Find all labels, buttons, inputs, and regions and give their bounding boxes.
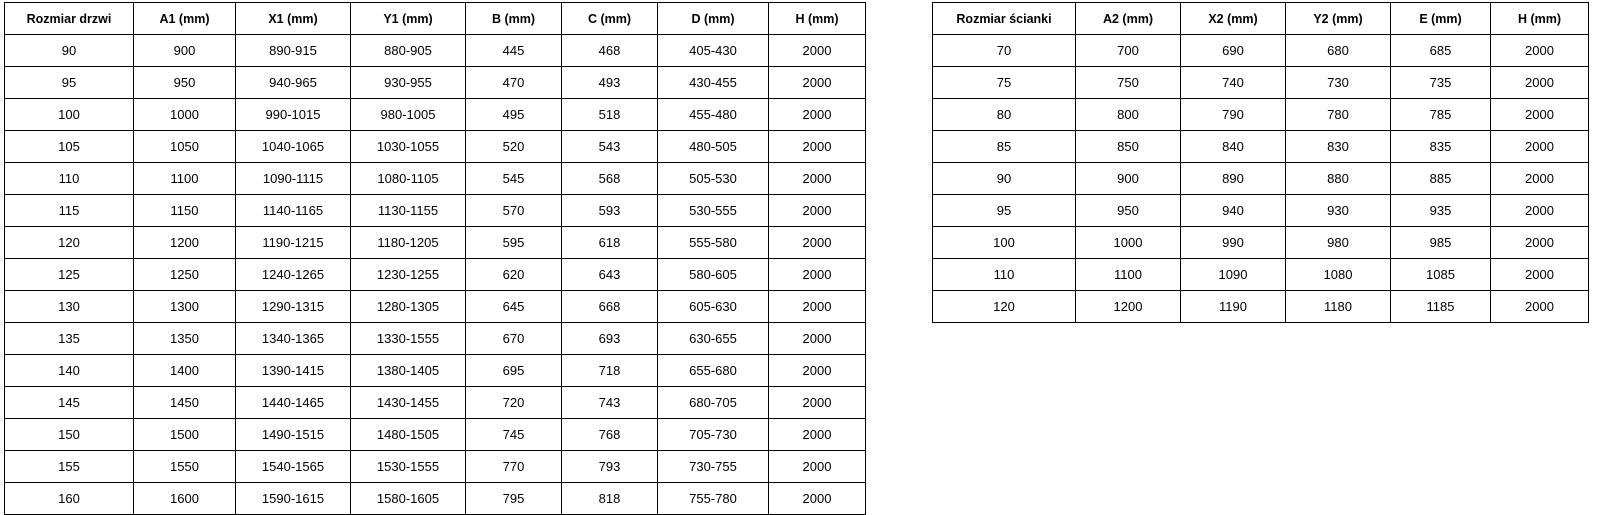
cell-h: 2000 [1491, 195, 1589, 227]
table-row [933, 99, 1589, 131]
cell-rozmiar-drzwi: 105 [5, 131, 134, 163]
cell-d: 730-755 [658, 451, 769, 483]
cell-y2: 1180 [1286, 291, 1391, 323]
cell-h: 2000 [769, 35, 866, 67]
cell-y1: 1380-1405 [351, 355, 466, 387]
cell-b: 520 [466, 131, 562, 163]
cell-h: 2000 [1491, 227, 1589, 259]
cell-h: 2000 [769, 483, 866, 515]
table-row [5, 131, 866, 163]
cell-h: 2000 [769, 259, 866, 291]
cell-rozmiar-scianki: 120 [933, 291, 1076, 323]
cell-d: 630-655 [658, 323, 769, 355]
cell-rozmiar-drzwi: 145 [5, 387, 134, 419]
cell-d: 480-505 [658, 131, 769, 163]
table-row [933, 35, 1589, 67]
cell-b: 645 [466, 291, 562, 323]
cell-rozmiar-drzwi: 150 [5, 419, 134, 451]
cell-b: 470 [466, 67, 562, 99]
cell-a1: 1100 [134, 163, 236, 195]
cell-e: 1185 [1391, 291, 1491, 323]
column-header-y2: Y2 (mm) [1286, 3, 1391, 35]
cell-rozmiar-drzwi: 160 [5, 483, 134, 515]
cell-h: 2000 [1491, 163, 1589, 195]
cell-h: 2000 [769, 131, 866, 163]
cell-d: 430-455 [658, 67, 769, 99]
cell-h: 2000 [1491, 291, 1589, 323]
cell-y2: 980 [1286, 227, 1391, 259]
cell-a1: 1050 [134, 131, 236, 163]
table-row [5, 35, 866, 67]
cell-rozmiar-drzwi: 140 [5, 355, 134, 387]
cell-y1: 1480-1505 [351, 419, 466, 451]
cell-y1: 1080-1105 [351, 163, 466, 195]
column-header-d: D (mm) [658, 3, 769, 35]
cell-c: 618 [562, 227, 658, 259]
cell-c: 668 [562, 291, 658, 323]
column-header-c: C (mm) [562, 3, 658, 35]
cell-y2: 930 [1286, 195, 1391, 227]
table-row [933, 259, 1589, 291]
column-header-rozmiar-drzwi: Rozmiar drzwi [5, 3, 134, 35]
cell-d: 680-705 [658, 387, 769, 419]
cell-c: 818 [562, 483, 658, 515]
cell-d: 755-780 [658, 483, 769, 515]
cell-e: 1085 [1391, 259, 1491, 291]
cell-a2: 900 [1076, 163, 1181, 195]
cell-rozmiar-drzwi: 110 [5, 163, 134, 195]
cell-rozmiar-scianki: 75 [933, 67, 1076, 99]
cell-y1: 1530-1555 [351, 451, 466, 483]
cell-x1: 1140-1165 [236, 195, 351, 227]
cell-b: 570 [466, 195, 562, 227]
cell-a1: 950 [134, 67, 236, 99]
table-row [5, 99, 866, 131]
table-row [5, 419, 866, 451]
cell-rozmiar-scianki: 100 [933, 227, 1076, 259]
cell-a1: 1350 [134, 323, 236, 355]
table-row [5, 387, 866, 419]
doors-table-body [5, 35, 866, 515]
cell-c: 468 [562, 35, 658, 67]
cell-x1: 890-915 [236, 35, 351, 67]
cell-c: 643 [562, 259, 658, 291]
cell-a2: 850 [1076, 131, 1181, 163]
cell-x1: 1340-1365 [236, 323, 351, 355]
cell-rozmiar-drzwi: 130 [5, 291, 134, 323]
cell-x1: 1190-1215 [236, 227, 351, 259]
cell-c: 718 [562, 355, 658, 387]
cell-h: 2000 [769, 323, 866, 355]
walls-dimensions-table-container [932, 2, 1589, 323]
cell-e: 735 [1391, 67, 1491, 99]
cell-h: 2000 [1491, 131, 1589, 163]
cell-x1: 1290-1315 [236, 291, 351, 323]
cell-a2: 800 [1076, 99, 1181, 131]
cell-y1: 1130-1155 [351, 195, 466, 227]
cell-y1: 1180-1205 [351, 227, 466, 259]
cell-y2: 830 [1286, 131, 1391, 163]
cell-d: 505-530 [658, 163, 769, 195]
table-row [5, 291, 866, 323]
cell-y1: 880-905 [351, 35, 466, 67]
cell-rozmiar-drzwi: 155 [5, 451, 134, 483]
walls-table-body [933, 35, 1589, 323]
column-header-b: B (mm) [466, 3, 562, 35]
cell-h: 2000 [769, 67, 866, 99]
table-row [5, 67, 866, 99]
cell-a1: 1300 [134, 291, 236, 323]
cell-x1: 1390-1415 [236, 355, 351, 387]
cell-d: 530-555 [658, 195, 769, 227]
cell-a1: 900 [134, 35, 236, 67]
table-row [5, 195, 866, 227]
table-row [933, 131, 1589, 163]
column-header-h: H (mm) [1491, 3, 1589, 35]
cell-rozmiar-scianki: 95 [933, 195, 1076, 227]
cell-a1: 1600 [134, 483, 236, 515]
cell-h: 2000 [769, 451, 866, 483]
table-header-row [933, 3, 1589, 35]
table-row [933, 227, 1589, 259]
cell-y1: 930-955 [351, 67, 466, 99]
cell-x1: 1440-1465 [236, 387, 351, 419]
table-row [5, 227, 866, 259]
cell-e: 785 [1391, 99, 1491, 131]
cell-b: 770 [466, 451, 562, 483]
cell-a1: 1550 [134, 451, 236, 483]
table-row [5, 323, 866, 355]
cell-x2: 690 [1181, 35, 1286, 67]
cell-a2: 700 [1076, 35, 1181, 67]
cell-x2: 890 [1181, 163, 1286, 195]
cell-a2: 1100 [1076, 259, 1181, 291]
column-header-x2: X2 (mm) [1181, 3, 1286, 35]
cell-rozmiar-scianki: 70 [933, 35, 1076, 67]
cell-rozmiar-scianki: 90 [933, 163, 1076, 195]
cell-c: 793 [562, 451, 658, 483]
column-header-h: H (mm) [769, 3, 866, 35]
cell-e: 685 [1391, 35, 1491, 67]
cell-y1: 1230-1255 [351, 259, 466, 291]
cell-c: 493 [562, 67, 658, 99]
cell-a2: 750 [1076, 67, 1181, 99]
cell-c: 518 [562, 99, 658, 131]
cell-h: 2000 [769, 387, 866, 419]
cell-rozmiar-scianki: 85 [933, 131, 1076, 163]
cell-e: 985 [1391, 227, 1491, 259]
cell-h: 2000 [769, 99, 866, 131]
cell-x2: 990 [1181, 227, 1286, 259]
cell-a2: 1200 [1076, 291, 1181, 323]
cell-x1: 940-965 [236, 67, 351, 99]
cell-h: 2000 [1491, 259, 1589, 291]
cell-a1: 1400 [134, 355, 236, 387]
cell-rozmiar-drzwi: 120 [5, 227, 134, 259]
cell-d: 455-480 [658, 99, 769, 131]
walls-table-header [933, 3, 1589, 35]
doors-dimensions-table-container [4, 2, 866, 515]
cell-x2: 940 [1181, 195, 1286, 227]
table-row [5, 259, 866, 291]
cell-h: 2000 [769, 419, 866, 451]
cell-a1: 1500 [134, 419, 236, 451]
cell-e: 835 [1391, 131, 1491, 163]
cell-c: 768 [562, 419, 658, 451]
table-header-row [5, 3, 866, 35]
cell-y1: 1280-1305 [351, 291, 466, 323]
cell-a2: 1000 [1076, 227, 1181, 259]
cell-b: 545 [466, 163, 562, 195]
cell-d: 405-430 [658, 35, 769, 67]
cell-c: 593 [562, 195, 658, 227]
cell-rozmiar-drzwi: 95 [5, 67, 134, 99]
cell-x1: 1240-1265 [236, 259, 351, 291]
table-row [5, 451, 866, 483]
cell-h: 2000 [1491, 99, 1589, 131]
cell-d: 580-605 [658, 259, 769, 291]
cell-y1: 1430-1455 [351, 387, 466, 419]
cell-x1: 1090-1115 [236, 163, 351, 195]
cell-x1: 990-1015 [236, 99, 351, 131]
cell-y1: 1580-1605 [351, 483, 466, 515]
cell-c: 568 [562, 163, 658, 195]
cell-x2: 790 [1181, 99, 1286, 131]
cell-h: 2000 [769, 355, 866, 387]
cell-b: 695 [466, 355, 562, 387]
cell-rozmiar-scianki: 110 [933, 259, 1076, 291]
cell-e: 935 [1391, 195, 1491, 227]
cell-b: 620 [466, 259, 562, 291]
doors-dimensions-table [4, 2, 866, 515]
cell-y1: 980-1005 [351, 99, 466, 131]
table-row [933, 67, 1589, 99]
cell-rozmiar-drzwi: 115 [5, 195, 134, 227]
cell-x1: 1040-1065 [236, 131, 351, 163]
cell-rozmiar-scianki: 80 [933, 99, 1076, 131]
cell-d: 605-630 [658, 291, 769, 323]
cell-rozmiar-drzwi: 125 [5, 259, 134, 291]
cell-b: 670 [466, 323, 562, 355]
cell-c: 743 [562, 387, 658, 419]
cell-a1: 1450 [134, 387, 236, 419]
cell-d: 555-580 [658, 227, 769, 259]
table-row [5, 355, 866, 387]
column-header-e: E (mm) [1391, 3, 1491, 35]
cell-b: 595 [466, 227, 562, 259]
cell-y2: 780 [1286, 99, 1391, 131]
cell-a1: 1250 [134, 259, 236, 291]
cell-h: 2000 [769, 195, 866, 227]
table-row [933, 195, 1589, 227]
cell-h: 2000 [1491, 67, 1589, 99]
cell-x2: 840 [1181, 131, 1286, 163]
cell-y2: 880 [1286, 163, 1391, 195]
cell-x2: 740 [1181, 67, 1286, 99]
cell-y1: 1330-1555 [351, 323, 466, 355]
doors-table-header [5, 3, 866, 35]
cell-x1: 1490-1515 [236, 419, 351, 451]
cell-b: 495 [466, 99, 562, 131]
cell-h: 2000 [1491, 35, 1589, 67]
cell-rozmiar-drzwi: 100 [5, 99, 134, 131]
table-row [933, 163, 1589, 195]
table-row [5, 483, 866, 515]
cell-h: 2000 [769, 291, 866, 323]
cell-d: 705-730 [658, 419, 769, 451]
table-row [933, 291, 1589, 323]
column-header-x1: X1 (mm) [236, 3, 351, 35]
walls-dimensions-table [932, 2, 1589, 323]
column-header-a2: A2 (mm) [1076, 3, 1181, 35]
table-row [5, 163, 866, 195]
cell-d: 655-680 [658, 355, 769, 387]
cell-y2: 680 [1286, 35, 1391, 67]
cell-h: 2000 [769, 227, 866, 259]
cell-a2: 950 [1076, 195, 1181, 227]
cell-x1: 1540-1565 [236, 451, 351, 483]
cell-b: 795 [466, 483, 562, 515]
cell-rozmiar-drzwi: 90 [5, 35, 134, 67]
cell-y2: 730 [1286, 67, 1391, 99]
cell-h: 2000 [769, 163, 866, 195]
cell-a1: 1200 [134, 227, 236, 259]
cell-a1: 1000 [134, 99, 236, 131]
cell-c: 693 [562, 323, 658, 355]
cell-a1: 1150 [134, 195, 236, 227]
column-header-a1: A1 (mm) [134, 3, 236, 35]
cell-y2: 1080 [1286, 259, 1391, 291]
cell-b: 445 [466, 35, 562, 67]
cell-b: 720 [466, 387, 562, 419]
cell-e: 885 [1391, 163, 1491, 195]
cell-c: 543 [562, 131, 658, 163]
column-header-y1: Y1 (mm) [351, 3, 466, 35]
cell-b: 745 [466, 419, 562, 451]
cell-x1: 1590-1615 [236, 483, 351, 515]
cell-rozmiar-drzwi: 135 [5, 323, 134, 355]
cell-x2: 1190 [1181, 291, 1286, 323]
column-header-rozmiar-scianki: Rozmiar ścianki [933, 3, 1076, 35]
cell-y1: 1030-1055 [351, 131, 466, 163]
cell-x2: 1090 [1181, 259, 1286, 291]
